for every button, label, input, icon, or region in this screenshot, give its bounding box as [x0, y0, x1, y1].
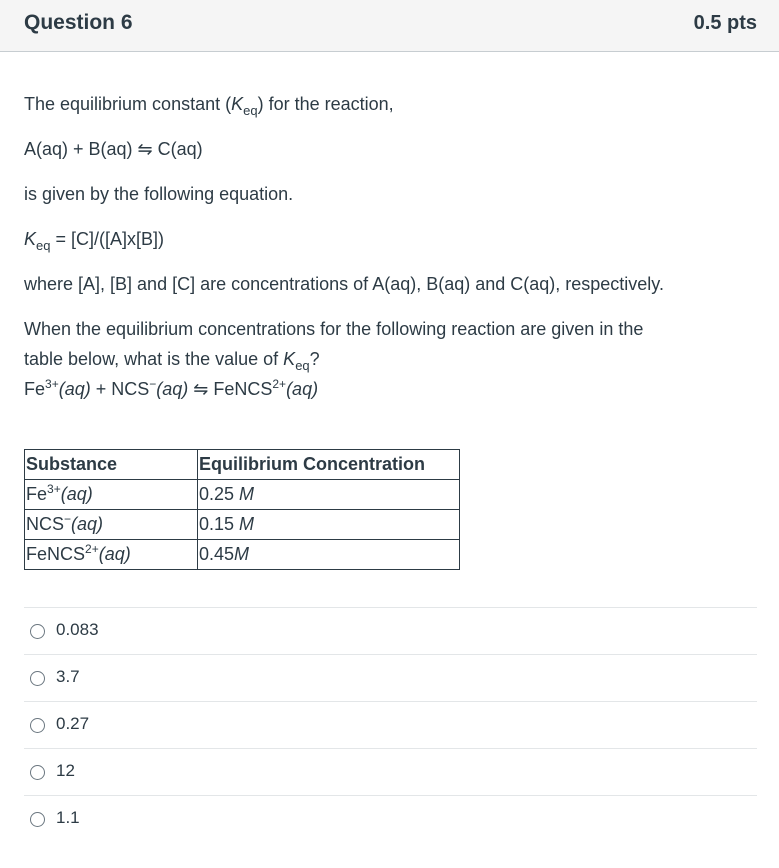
- concentration-cell: 0.45M: [198, 540, 460, 570]
- question-header: [0, 0, 779, 52]
- radio-button[interactable]: [30, 671, 45, 686]
- answer-option[interactable]: [24, 748, 757, 795]
- answer-label[interactable]: 1.1: [56, 808, 80, 827]
- concentration-cell: 0.25 M: [198, 480, 460, 510]
- table-row: [25, 480, 460, 510]
- general-reaction: A(aq) + B(aq) ⇋ C(aq): [24, 139, 203, 159]
- prompt-line-2: table below, what is the value of $K_{eq}$?: [24, 349, 320, 373]
- answer-label[interactable]: 0.27: [56, 714, 90, 733]
- substance-cell: NCS−(aq): [25, 510, 198, 540]
- radio-button[interactable]: [30, 624, 45, 639]
- table-row: [25, 540, 460, 570]
- answer-list: [24, 607, 757, 842]
- concentration-cell: 0.15 M: [198, 510, 460, 540]
- concentration-table: [24, 449, 460, 570]
- answer-label[interactable]: 12: [56, 761, 75, 780]
- keq-equation: $K_{eq} = [C]/([A]x[B])$: [24, 229, 165, 253]
- question-title: Question 6: [24, 11, 133, 34]
- where-text: where [A], [B] and [C] are concentrations of A(aq), B(aq) and C(aq), respectively.: [24, 274, 664, 294]
- radio-button[interactable]: [30, 718, 45, 733]
- answer-option[interactable]: [24, 654, 757, 701]
- header-concentration: Equilibrium Concentration: [198, 450, 460, 480]
- answer-option[interactable]: [24, 607, 757, 654]
- table-header-row: [25, 450, 460, 480]
- answer-option[interactable]: [24, 701, 757, 748]
- radio-button[interactable]: [30, 765, 45, 780]
- question-points: 0.5 pts: [693, 12, 757, 34]
- answer-label[interactable]: 3.7: [56, 667, 80, 686]
- specific-reaction: $Fe^{3+}(aq) + NCS^-(aq)$ ⇋ FeNCS$^{2+}$(aq): [24, 377, 319, 399]
- given-text: is given by the following equation.: [24, 184, 294, 204]
- intro-text: The equilibrium constant $(K_{eq})$ for the reaction,: [24, 94, 394, 118]
- answer-label[interactable]: 0.083: [56, 620, 99, 639]
- prompt-line-1: When the equilibrium concentrations for the following reaction are given in the: [24, 319, 644, 339]
- header-substance: Substance: [25, 450, 198, 480]
- table-row: [25, 510, 460, 540]
- substance-cell: $Fe^{3+}(aq)$: [25, 480, 198, 510]
- radio-button[interactable]: [30, 812, 45, 827]
- answer-option[interactable]: [24, 795, 757, 842]
- substance-cell: FeNCS$^{2+}$(aq): [25, 540, 198, 570]
